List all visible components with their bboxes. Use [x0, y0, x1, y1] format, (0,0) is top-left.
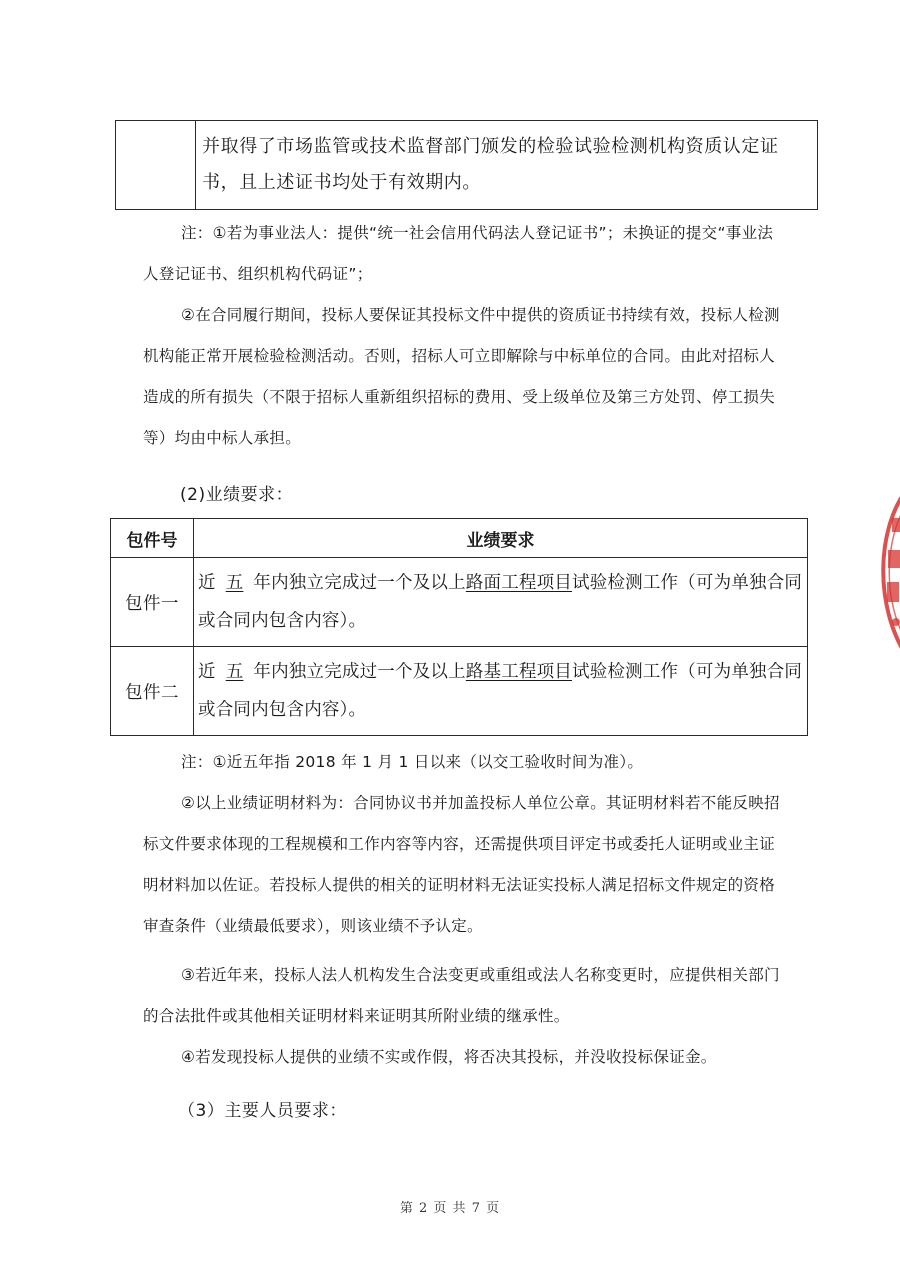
- table-row: [111, 558, 808, 647]
- seal-mark: [892, 618, 900, 626]
- seal-arc: [883, 488, 900, 658]
- section-2-heading: (2)业绩要求：: [180, 485, 294, 505]
- note2-paragraph-1: 注：①近五年指 2018 年 1 月 1 日以来（以交工验收时间为准）。: [181, 753, 644, 771]
- note2-paragraph-4: ④若发现投标人提供的业绩不实或作假，将否决其投标，并没收投标保证金。: [181, 1048, 717, 1066]
- table-row: [111, 647, 808, 736]
- header-package-number: 包件号: [111, 519, 194, 558]
- project-type: 路基工程项目: [465, 662, 573, 682]
- years-value: 五: [225, 662, 244, 682]
- note1-paragraph-1: 注：①若为事业法人：提供“统一社会信用代码法人登记证书”；未换证的提交“事业法人登记证书、组织机构代码证”；: [143, 224, 774, 283]
- requirement-cell: 近 五 年内独立完成过一个及以上路基工程项目试验检测工作（可为单独合同或合同内包含内容）。: [194, 647, 808, 736]
- project-type: 路面工程项目: [465, 573, 573, 593]
- table-header-row: [111, 519, 808, 558]
- years-value: 五: [225, 573, 244, 593]
- seal-mark: [887, 582, 899, 602]
- note1-paragraph-2: ②在合同履行期间，投标人要保证其投标文件中提供的资质证书持续有效，投标人检测机构能正常开展检验检测活动。否则，招标人可立即解除与中标单位的合同。由此对招标人造成的所有损失（不限于招标人重新组织招标的费用、受上级单位及第三方处罚、停工损失等）均由中标人承担。: [143, 306, 780, 447]
- section-3-heading: （3）主要人员要求：: [178, 1101, 347, 1121]
- package-cell: 包件二: [111, 647, 194, 736]
- table-cell-empty: [116, 121, 196, 210]
- performance-requirements-table: [110, 518, 808, 736]
- qualification-table-continued: [115, 120, 818, 210]
- requirement-cell: 近 五 年内独立完成过一个及以上路面工程项目试验检测工作（可为单独合同或合同内包含内容）。: [194, 558, 808, 647]
- package-cell: 包件一: [111, 558, 194, 647]
- seal-mark: [888, 550, 900, 568]
- qualification-text: 并取得了市场监管或技术监督部门颁发的检验试验检测机构资质认定证书，且上述证书均处于有效期内。: [196, 121, 818, 210]
- seal-stamp-fragment: [868, 488, 900, 658]
- note2-paragraph-3: ③若近年来，投标人法人机构发生合法变更或重组或法人名称变更时，应提供相关部门的合法批件或其他相关证明材料来证明其所附业绩的继承性。: [143, 966, 780, 1025]
- note2-paragraph-2: ②以上业绩证明材料为：合同协议书并加盖投标人单位公章。其证明材料若不能反映招标文件要求体现的工程规模和工作内容等内容，还需提供项目评定书或委托人证明或业主证明材料加以佐证。若投标人提供的相关的证明材料无法证实投标人满足招标文件规定的资格审查条件（业绩最低要求），则该业绩不予认定。: [143, 794, 780, 935]
- table-row: [116, 121, 818, 210]
- header-performance-requirement: 业绩要求: [194, 519, 808, 558]
- seal-mark: [892, 518, 900, 532]
- page-footer: 第 2 页 共 7 页: [399, 1201, 501, 1216]
